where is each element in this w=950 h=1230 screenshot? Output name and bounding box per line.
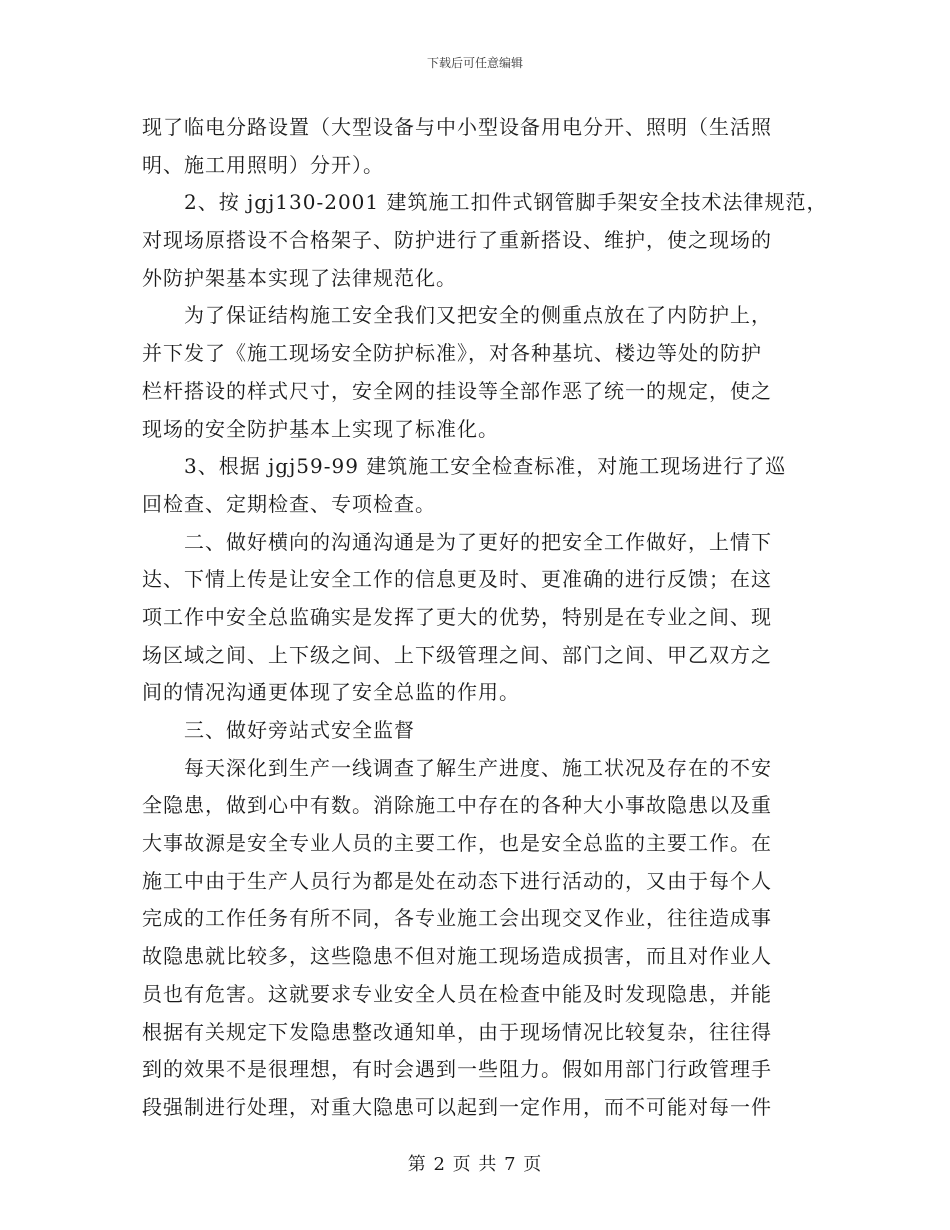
text-line: 施工中由于生产人员行为都是处在动态下进行活动的，又由于每个人 — [142, 868, 772, 893]
text-line: 并下发了《施工现场安全防护标准》，对各种基坑、楼边等处的防护 — [142, 341, 762, 366]
text-line: 对现场原搭设不合格架子、防护进行了重新搭设、维护，使之现场的 — [142, 228, 772, 253]
text-line: 现场的安全防护基本上实现了标准化。 — [142, 416, 499, 441]
text-line: 三、做好旁站式安全监督 — [142, 718, 415, 742]
text-line: 每天深化到生产一线调查了解生产进度、施工状况及存在的不安 — [142, 755, 772, 780]
text-line: 2、按 jgj130-2001 建筑施工扣件式钢管脚手架安全技术法律规范， — [142, 190, 828, 215]
text-line: 大事故源是安全专业人员的主要工作，也是安全总监的主要工作。在 — [142, 831, 772, 856]
document-body — [142, 109, 828, 1127]
text-line: 明、施工用照明）分开）。 — [142, 152, 384, 177]
text-line: 根据有关规定下发隐患整改通知单，由于现场情况比较复杂，往往得 — [142, 1019, 772, 1044]
text-line: 外防护架基本实现了法律规范化。 — [142, 265, 457, 290]
text-line: 间的情况沟通更体现了安全总监的作用。 — [142, 680, 520, 705]
text-line: 现了临电分路设置（大型设备与中小型设备用电分开、照明（生活照 — [142, 115, 772, 139]
text-line: 完成的工作任务有所不同，各专业施工会出现交叉作业，往往造成事 — [142, 906, 772, 931]
text-line: 场区域之间、上下级之间、上下级管理之间、部门之间、甲乙双方之 — [142, 642, 772, 667]
text-line: 回检查、定期检查、专项检查。 — [142, 491, 436, 516]
text-line: 达、下情上传是让安全工作的信息更及时、更准确的进行反馈；在这 — [142, 567, 772, 592]
text-line: 栏杆搭设的样式尺寸，安全网的挂设等全部作恶了统一的规定，使之 — [142, 378, 772, 403]
page-footer: 第 2 页 共 7 页 — [407, 1154, 543, 1175]
text-line: 3、根据 jgj59-99 建筑施工安全检查标准，对施工现场进行了巡 — [142, 454, 787, 479]
text-line: 段强制进行处理，对重大隐患可以起到一定作用，而不可能对每一件 — [142, 1094, 772, 1119]
text-line: 项工作中安全总监确实是发挥了更大的优势，特别是在专业之间、现 — [142, 604, 772, 629]
text-line: 二、做好横向的沟通沟通是为了更好的把安全工作做好，上情下 — [142, 529, 772, 554]
text-line: 全隐患，做到心中有数。消除施工中存在的各种大小事故隐患以及重 — [142, 793, 772, 818]
text-line: 到的效果不是很理想，有时会遇到一些阻力。假如用部门行政管理手 — [142, 1057, 772, 1082]
text-line: 故隐患就比较多，这些隐患不但对施工现场造成损害，而且对作业人 — [142, 944, 772, 969]
text-line: 为了保证结构施工安全我们又把安全的侧重点放在了内防护上， — [142, 303, 772, 328]
page-header: 下载后可任意编辑 — [426, 56, 523, 70]
text-line: 员也有危害。这就要求专业安全人员在检查中能及时发现隐患，并能 — [142, 981, 772, 1006]
